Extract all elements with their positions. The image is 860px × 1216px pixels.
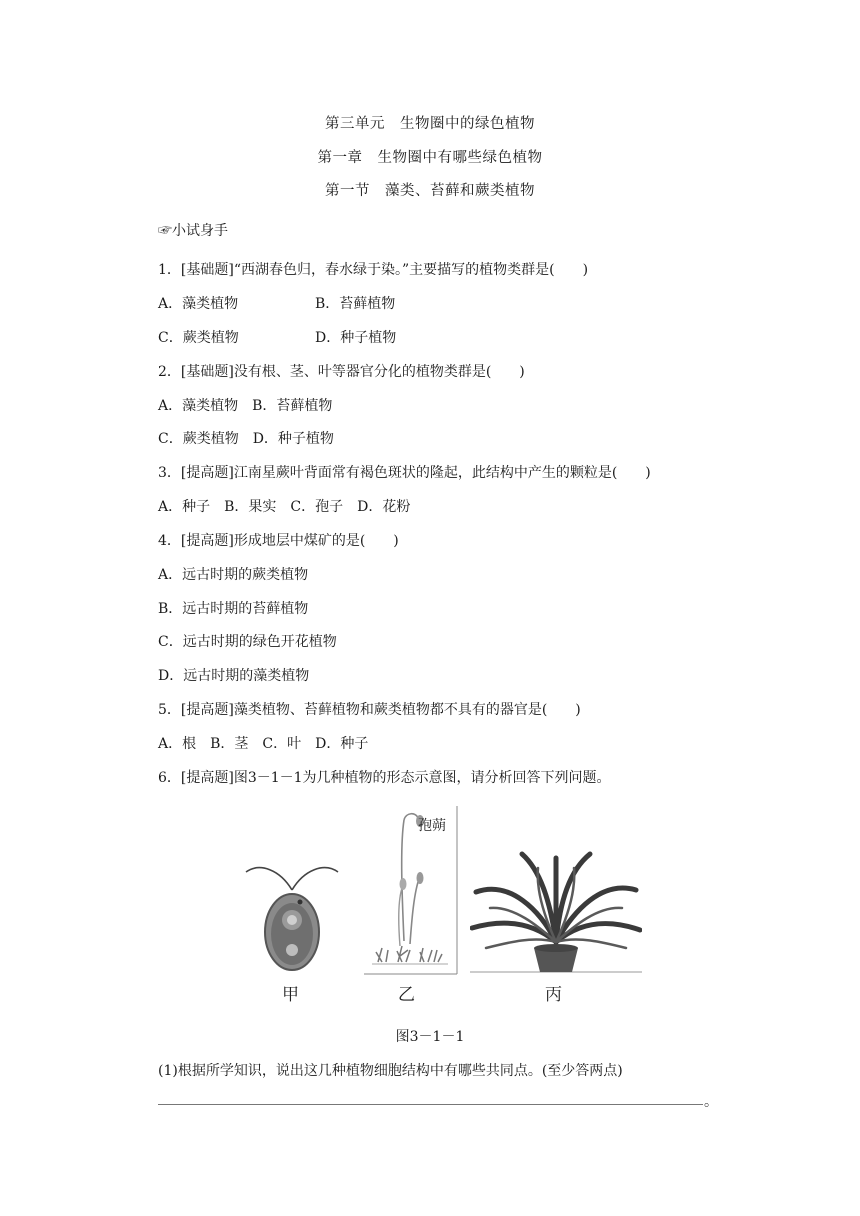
question-4-stem: 4．[提高题]形成地层中煤矿的是( ): [158, 533, 399, 549]
figure-label-yi: 乙: [398, 985, 415, 1005]
question-4-option-d: D．远古时期的藻类植物: [158, 668, 310, 684]
question-4-option-c: C．远古时期的绿色开花植物: [158, 634, 337, 650]
section-title: 第一节 藻类、苔藓和蕨类植物: [325, 183, 535, 199]
practice-heading: ☞小试身手: [158, 223, 228, 239]
question-3-options: A．种子 B．果实 C．孢子 D．花粉: [158, 499, 411, 515]
question-4-option-a: A．远古时期的蕨类植物: [158, 567, 309, 583]
unit-title: 第三单元 生物圈中的绿色植物: [325, 116, 535, 132]
question-1-option-a: A．藻类植物: [158, 296, 239, 312]
question-2-options-cd: C．蕨类植物 D．种子植物: [158, 431, 334, 447]
alga-illustration: [240, 862, 345, 977]
chapter-title: 第一章 生物圈中有哪些绿色植物: [317, 150, 543, 166]
question-3-stem: 3．[提高题]江南星蕨叶背面常有褐色斑状的隆起，此结构中产生的颗粒是( ): [158, 465, 651, 481]
figure-label-jia: 甲: [282, 985, 299, 1005]
figure-caption: 图3－1－1: [395, 1029, 465, 1045]
question-2-options-ab: A．藻类植物 B．苔藓植物: [158, 398, 333, 414]
capsule-annotation: 孢蒴: [418, 818, 446, 834]
figure-label-bing: 丙: [545, 985, 562, 1005]
subquestion-1-text: (1)根据所学知识，说出这几种植物细胞结构中有哪些共同点。(至少答两点): [158, 1063, 623, 1079]
question-2-stem: 2．[基础题]没有根、茎、叶等器官分化的植物类群是( ): [158, 364, 525, 380]
fern-illustration: [470, 850, 642, 976]
question-1-stem: 1．[基础题]“西湖春色归，春水绿于染。”主要描写的植物类群是( ): [158, 262, 589, 278]
answer-blank-line[interactable]: [158, 1104, 703, 1105]
question-6-stem: 6．[提高题]图3－1－1为几种植物的形态示意图，请分析回答下列问题。: [158, 770, 611, 786]
question-1-option-b: B．苔藓植物: [315, 296, 396, 312]
question-5-options: A．根 B．茎 C．叶 D．种子: [158, 736, 369, 752]
question-5-stem: 5．[提高题]藻类植物、苔藓植物和蕨类植物都不具有的器官是( ): [158, 702, 581, 718]
question-4-option-b: B．远古时期的苔藓植物: [158, 601, 309, 617]
question-1-option-d: D．种子植物: [315, 330, 397, 346]
question-1-option-c: C．蕨类植物: [158, 330, 239, 346]
answer-end-mark: 。: [704, 1094, 718, 1110]
